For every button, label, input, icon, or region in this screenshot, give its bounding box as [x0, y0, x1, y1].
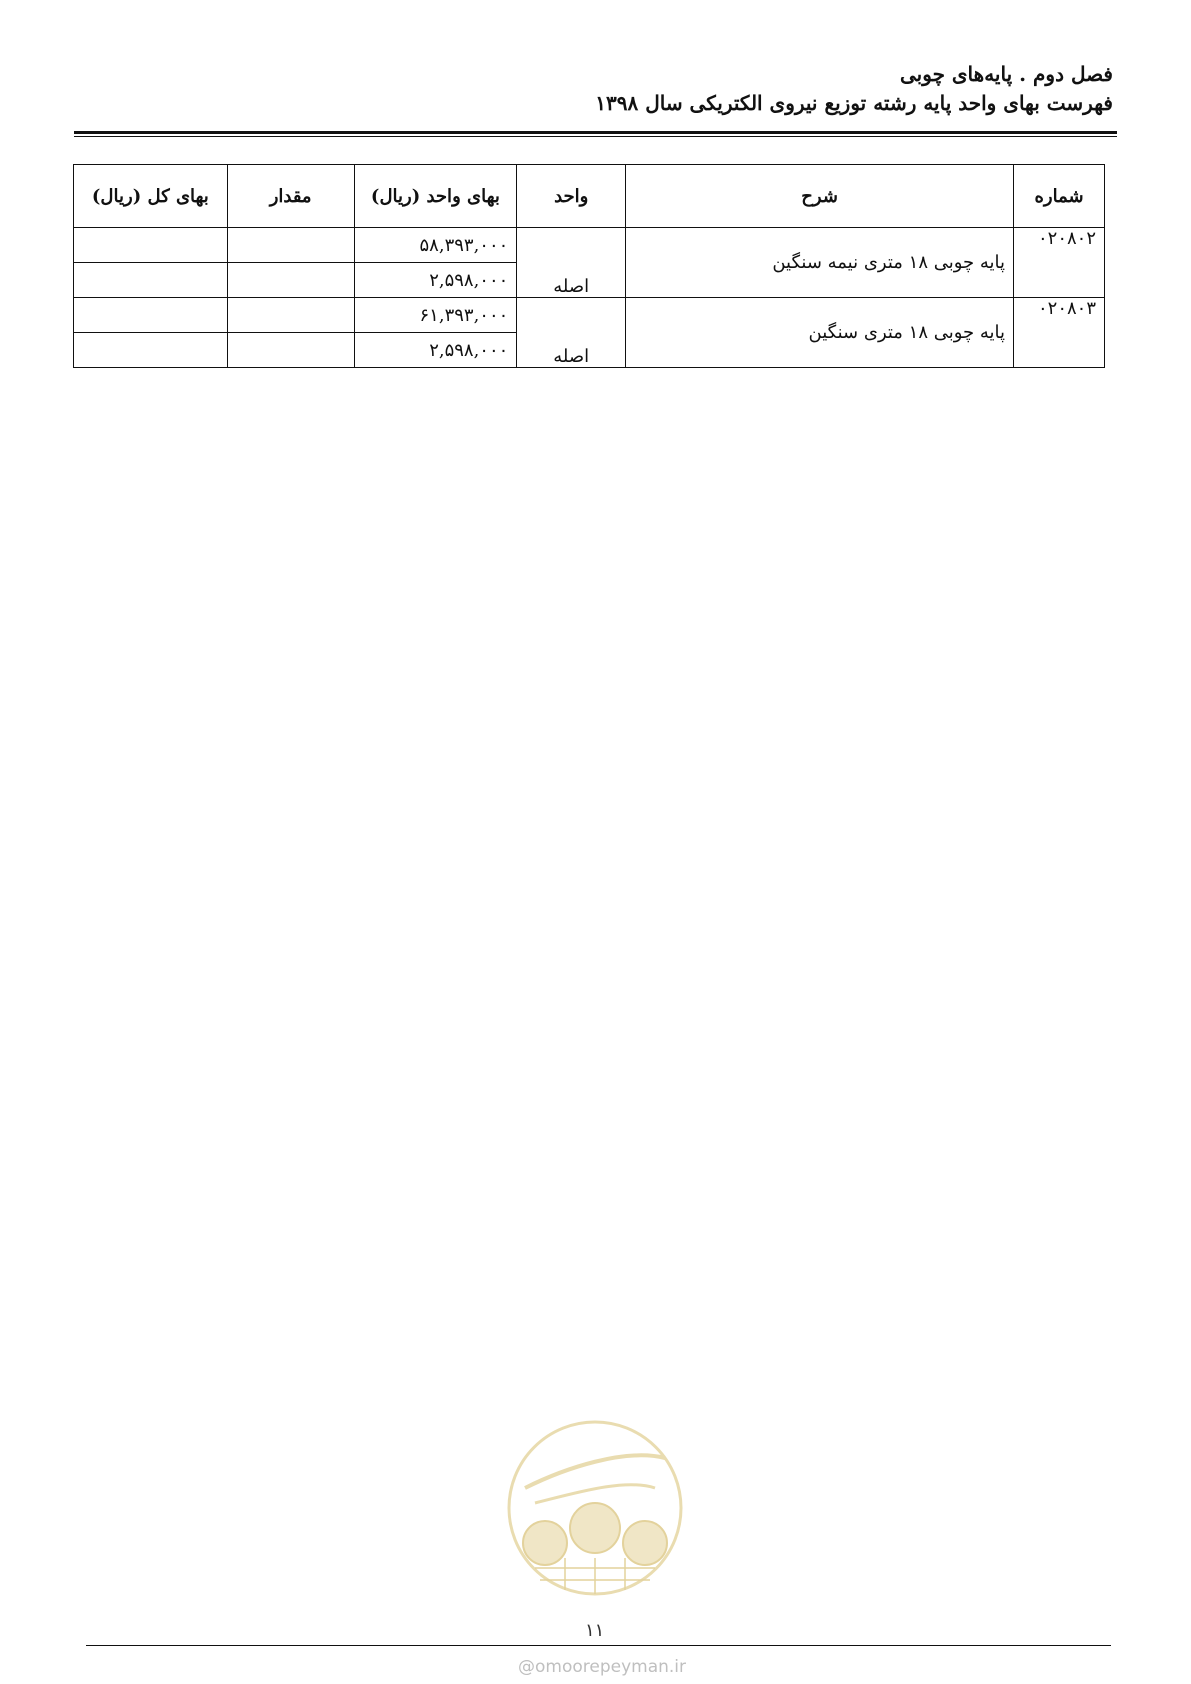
item-number: ۰۲۰۸۰۳ — [1014, 298, 1105, 368]
column-header-number: شماره — [1014, 165, 1105, 228]
quantity-cell — [227, 263, 354, 298]
total-price-cell — [74, 263, 228, 298]
footer-divider — [86, 1645, 1111, 1646]
unit-price-secondary: ۲,۵۹۸,۰۰۰ — [354, 333, 517, 368]
item-description: پایه چوبی ۱۸ متری سنگین — [626, 298, 1014, 368]
quantity-cell — [227, 333, 354, 368]
total-price-cell — [74, 228, 228, 263]
column-header-unit-price: بهای واحد (ریال) — [354, 165, 517, 228]
total-price-cell — [74, 333, 228, 368]
item-description: پایه چوبی ۱۸ متری نیمه سنگین — [626, 228, 1014, 298]
unit-price-main: ۵۸,۳۹۳,۰۰۰ — [354, 228, 517, 263]
chapter-title: فصل دوم . پایه‌های چوبی — [900, 62, 1113, 86]
column-header-description: شرح — [626, 165, 1014, 228]
column-header-total-price: بهای کل (ریال) — [74, 165, 228, 228]
price-list-table — [73, 164, 1105, 368]
item-unit: اصله — [517, 298, 626, 368]
header-divider-thin — [74, 136, 1117, 137]
document-title: فهرست بهای واحد پایه رشته توزیع نیروی الکتریکی سال ۱۳۹۸ — [595, 91, 1113, 115]
watermark-logo-icon — [505, 1418, 685, 1598]
column-header-unit: واحد — [517, 165, 626, 228]
website-watermark: @omoorepeyman.ir — [518, 1657, 687, 1677]
item-unit: اصله — [517, 228, 626, 298]
column-header-quantity: مقدار — [227, 165, 354, 228]
total-price-cell — [74, 298, 228, 333]
quantity-cell — [227, 228, 354, 263]
page-number: ۱۱ — [585, 1620, 605, 1641]
page-header — [595, 60, 1113, 118]
unit-price-main: ۶۱,۳۹۳,۰۰۰ — [354, 298, 517, 333]
quantity-cell — [227, 298, 354, 333]
unit-price-secondary: ۲,۵۹۸,۰۰۰ — [354, 263, 517, 298]
table-header-row — [74, 165, 1105, 228]
table-row — [74, 298, 1105, 333]
item-number: ۰۲۰۸۰۲ — [1014, 228, 1105, 298]
table-row — [74, 228, 1105, 263]
header-divider-thick — [74, 131, 1117, 134]
